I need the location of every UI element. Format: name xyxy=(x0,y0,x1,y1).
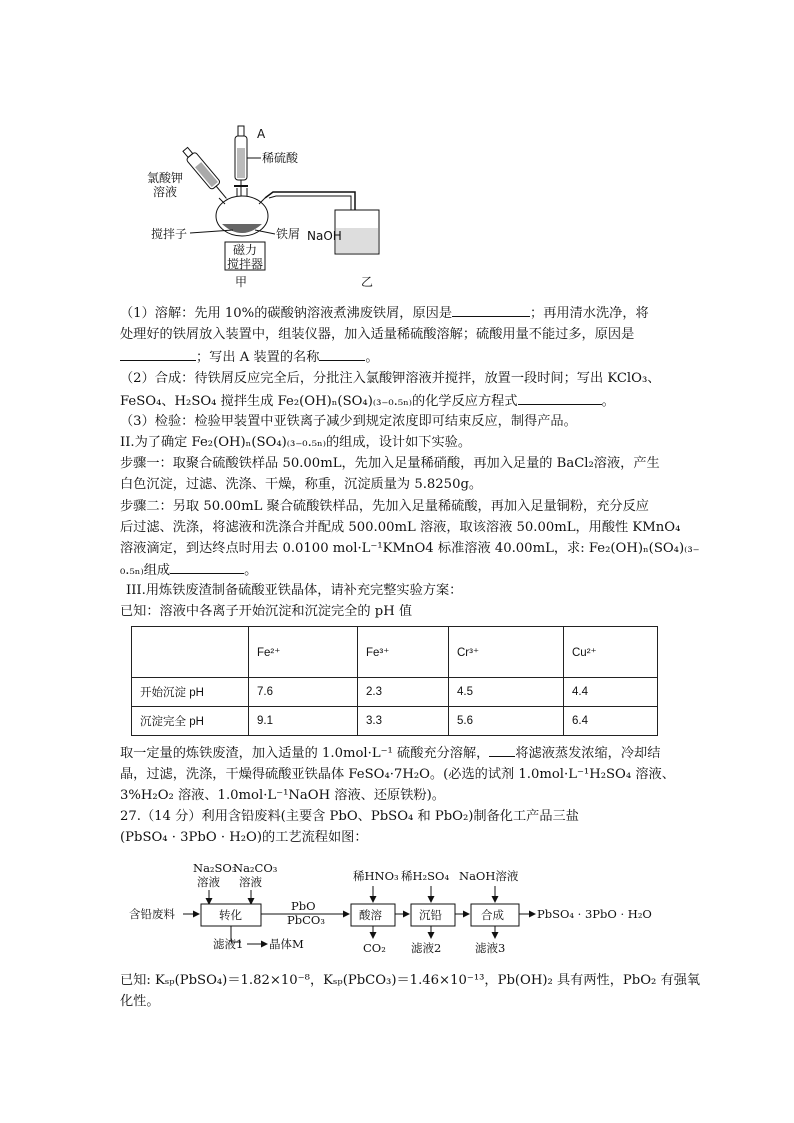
answer-blank[interactable] xyxy=(170,559,244,574)
table-row: 沉淀完全 pH 9.1 3.3 5.6 6.4 xyxy=(132,707,658,736)
label-dilute-acid: 稀硫酸 xyxy=(262,151,299,165)
reagent-na2co3-solution: 溶液 xyxy=(239,875,262,889)
label-magnetic-l2: 搅拌器 xyxy=(227,257,264,271)
known-ksp-line2: 化性。 xyxy=(120,994,160,1009)
known-ph-intro: 已知：溶液中各离子开始沉淀和沉淀完全的 pH 值 xyxy=(120,604,413,619)
section2-title: II.为了确定 Fe₂(OH)ₙ(SO₄)₍₃₋₀.₅ₙ₎的组成，设计如下实验。 xyxy=(120,435,472,450)
label-stirrer: 搅拌子 xyxy=(151,227,188,241)
label-yi: 乙 xyxy=(361,275,374,289)
answer-blank[interactable] xyxy=(319,346,365,361)
known-ksp-line1: 已知: Kₛₚ(PbSO₄)＝1.82×10⁻⁸，Kₛₚ(PbCO₃)＝1.46×10⁻¹³，Pb(OH)₂ 具有两性，PbO₂ 有强氧 xyxy=(120,973,701,988)
part3-line3: 3%H₂O₂ 溶液、1.0mol·L⁻¹NaOH 溶液、还原铁粉)。 xyxy=(120,788,445,803)
filtrate-3: 滤液3 xyxy=(475,941,506,955)
label-a: A xyxy=(257,127,266,141)
filtrate-1: 滤液1 xyxy=(213,937,244,951)
process-flow xyxy=(125,858,685,960)
label-magnetic-l1: 磁力 xyxy=(233,243,258,257)
side-funnel xyxy=(181,146,231,203)
beaker-naoh xyxy=(336,228,378,253)
part2-line1: （2）合成：待铁屑反应完全后，分批注入氯酸钾溶液并搅拌，放置一段时间；写出 KClO₃、 xyxy=(120,371,661,386)
final-product: PbSO₄ · 3PbO · H₂O xyxy=(537,907,652,921)
box-precipitate-lead-label: 沉铅 xyxy=(419,908,442,922)
step2-line2: 后过滤、洗涤，将滤液和洗涤合并配成 500.00mL 溶液，取该溶液 50.00mL，用酸性 KMnO₄ xyxy=(120,520,681,535)
funnel-a-liquid xyxy=(237,148,245,178)
section3-title: III.用炼铁废渣制备硫酸亚铁晶体，请补充完整实验方案： xyxy=(126,583,463,598)
co2-out: CO₂ xyxy=(363,941,386,955)
process-flow-drawing xyxy=(125,858,685,960)
step2-line3: 溶液滴定，到达终点时用去 0.0100 mol·L⁻¹KMnO4 标准溶液 40.00mL，求: Fe₂(OH)ₙ(SO₄)₍₃₋ xyxy=(120,541,700,556)
label-naoh: NaOH xyxy=(307,229,342,243)
label-kclo3-l1: 氯酸钾 xyxy=(147,171,184,185)
answer-blank[interactable] xyxy=(120,346,196,361)
answer-blank[interactable] xyxy=(452,302,530,317)
apparatus-drawing xyxy=(145,118,425,296)
reagent-naoh: NaOH溶液 xyxy=(459,869,519,883)
apparatus-figure xyxy=(145,118,425,296)
label-iron: 铁屑 xyxy=(276,227,301,241)
table-header-row: Fe²⁺ Fe³⁺ Cr³⁺ Cu²⁺ xyxy=(132,627,658,678)
start-material: 含铅废料 xyxy=(129,907,175,921)
question27-line2: (PbSO₄ · 3PbO · H₂O)的工艺流程如图： xyxy=(120,830,368,845)
label-kclo3-l2: 溶液 xyxy=(153,185,178,199)
part3-line: （3）检验：检验甲装置中亚铁离子减少到规定浓度即可结束反应，制得产品。 xyxy=(120,414,577,429)
filtrate-2: 滤液2 xyxy=(411,941,442,955)
reagent-na2so3-solution: 溶液 xyxy=(197,875,220,889)
box-acid-dissolve-label: 酸溶 xyxy=(359,908,382,922)
step1-line2: 白色沉淀，过滤、洗涤、干燥，称重，沉淀质量为 5.8250g。 xyxy=(120,477,483,492)
step2-line1: 步骤二：另取 50.00mL 聚合硫酸铁样品，先加入足量稀硫酸，再加入足量铜粉，充分反应 xyxy=(120,499,649,514)
part3-line1: 取一定量的炼铁废渣，加入适量的 1.0mol·L⁻¹ 硫酸充分溶解， 将滤液蒸发浓缩，冷却结 xyxy=(120,742,680,765)
part2-line2: FeSO₄、H₂SO₄ 搅拌生成 Fe₂(OH)ₙ(SO₄)₍₃₋₀.₅ₙ₎的化学反应方程式 。 xyxy=(120,390,680,413)
reagent-h2so4: 稀H₂SO₄ xyxy=(401,869,450,883)
crystal-m: 晶体M xyxy=(269,937,304,951)
intermediate-pbco3: PbCO₃ xyxy=(287,913,325,927)
answer-blank[interactable] xyxy=(489,742,515,757)
table-row: 开始沉淀 pH 7.6 2.3 4.5 4.4 xyxy=(132,678,658,707)
part3-line2: 晶，过滤，洗涤，干燥得硫酸亚铁晶体 FeSO₄·7H₂O。(必选的试剂 1.0mol·L⁻¹H₂SO₄ 溶液、 xyxy=(120,767,675,782)
intermediate-pbo: PbO xyxy=(291,899,316,913)
answer-blank[interactable] xyxy=(518,390,602,405)
ph-table xyxy=(131,626,658,736)
funnel-stopper xyxy=(238,126,244,136)
step1-line1: 步骤一：取聚合硫酸铁样品 50.00mL，先加入足量稀硝酸，再加入足量的 BaCl₂溶液，产生 xyxy=(120,456,660,471)
question27-line1: 27.（14 分）利用含铅废料(主要含 PbO、PbSO₄ 和 PbO₂)制备化工产品三盐 xyxy=(120,809,579,824)
reagent-hno3: 稀HNO₃ xyxy=(353,869,399,883)
box-synthesis-label: 合成 xyxy=(481,908,504,922)
part1-line3: ；写出 A 装置的名称 。 xyxy=(120,346,680,369)
reagent-na2co3: Na₂CO₃ xyxy=(233,861,278,875)
reagent-na2so3: Na₂SO₃ xyxy=(193,861,237,875)
label-jia: 甲 xyxy=(235,275,248,289)
box-transform-label: 转化 xyxy=(219,908,242,922)
part1-line2: 处理好的铁屑放入装置中，组装仪器，加入适量稀硫酸溶解；硫酸用量不能过多，原因是 xyxy=(120,327,635,342)
part1-line1: （1）溶解：先用 10%的碳酸钠溶液煮沸废铁屑，原因是 ；再用清水洗净，将 xyxy=(120,302,680,325)
step2-line4: ₀.₅ₙ₎组成 。 xyxy=(120,559,680,582)
